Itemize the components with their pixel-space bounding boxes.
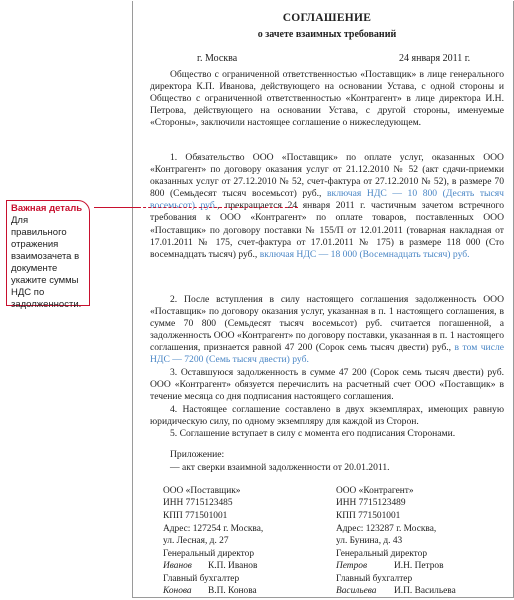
date: 24 января 2011 г. — [399, 53, 471, 64]
left-director-signature: Иванов — [163, 561, 192, 571]
right-accountant-title: Главный бухгалтер — [336, 574, 413, 584]
right-director-name: И.Н. Петров — [394, 561, 444, 571]
vat-highlight-1: включая НДС — 10 800 (Десять тысяч восемьсот) руб. — [150, 188, 504, 212]
intro-paragraph: Общество с ограниченной ответственностью «Поставщик» в лице генерального директора К.П. Иванова, действующего на основании Устава, с одной стороны и Общество с ограниченной ответственностью «Контрагент» в лице директора И.Н. Петрова, действующего на основании Устава, с другой стороны, именуемые «Стороны», заключили настоящее соглашение о нижеследующем. — [150, 69, 504, 129]
city: г. Москва — [197, 53, 238, 64]
document-title: СОГЛАШЕНИЕ — [282, 12, 372, 24]
left-accountant-name: В.П. Конова — [208, 586, 257, 596]
important-note-callout — [6, 200, 90, 310]
attachment-title: Приложение: — [170, 449, 225, 460]
note-text: Для правильного отражения взаимозачета в документе укажите суммы НДС по задолженности. — [11, 215, 82, 310]
paragraph-4: 4. Настоящее соглашение составлено в двух экземплярах, имеющих равную юридическую силу, по одному экземпляру для каждой из Сторон. — [150, 404, 504, 428]
right-party-address-1: Адрес: 123287 г. Москва, — [336, 524, 437, 534]
left-party-inn: ИНН 7715123485 — [163, 498, 233, 508]
right-accountant-name: И.П. Васильева — [394, 586, 456, 596]
right-party-inn: ИНН 7715123489 — [336, 498, 406, 508]
left-party-address-2: ул. Лесная, д. 27 — [163, 536, 229, 546]
right-accountant-signature: Васильева — [336, 586, 377, 596]
paragraph-2 — [150, 294, 504, 367]
left-director-title: Генеральный директор — [163, 549, 255, 559]
paragraph-3: 3. Оставшуюся задолженность в сумме 47 200 (Сорок семь тысяч двести) руб. ООО «Контрагент» обязуется перечислить на расчетный счет ООО «Поставщик» в течение месяца со дня подписания настоящего соглашения. — [150, 367, 504, 403]
note-heading: Важная деталь — [11, 203, 83, 214]
right-party-kpp: КПП 771501001 — [336, 511, 401, 521]
vat-highlight-2: включая НДС — 18 000 (Восемнадцать тысяч) руб. — [259, 248, 470, 260]
right-director-title: Генеральный директор — [336, 549, 428, 559]
left-director-name: К.П. Иванов — [208, 561, 258, 571]
note-leader-dashed — [138, 207, 298, 208]
paragraph-5: 5. Соглашение вступает в силу с момента его подписания Сторонами. — [170, 428, 456, 439]
paragraph-1-part-b: , прекращается 24 января 2011 г. частичным зачетом встречного требования к ООО «Контрагент» по оплате товаров, поставленных ООО «Поставщик» по договору поставки № 155/П от 12.01.2011 (товарная накладная от 17.01.2011 № 175, счет-фактура от 17.01.2011 № 175) в размере 118 000 (Сто восемнадцать тысяч) руб., — [150, 200, 504, 260]
attachment-item: — акт сверки взаимной задолженности от 20.01.2011. — [170, 462, 390, 473]
paragraph-2-text: 2. После вступления в силу настоящего соглашения задолженность ООО «Поставщик» по договору оказания услуг, указанная в п. 1 настоящего соглашения, в сумме 70 800 (Семьдесят тысяч восемьсот) руб. считается погашенной, а задолженность ООО «Контрагент» по договору поставки, указанная в п. 1 настоящего соглашения, признается равной 47 200 (Сорок семь тысяч двести) руб., — [150, 294, 504, 354]
right-director-signature: Петров — [336, 561, 368, 571]
note-leader-line — [94, 207, 138, 208]
right-party-name: ООО «Контрагент» — [336, 486, 414, 496]
left-party-address-1: Адрес: 127254 г. Москва, — [163, 524, 264, 534]
left-accountant-signature: Конова — [163, 586, 192, 596]
document-subtitle: о зачете взаимных требований — [257, 29, 397, 40]
vat-highlight-3: в том числе НДС — 7200 (Семь тысяч двести) руб. — [150, 342, 504, 366]
paragraph-1-part-a: 1. Обязательство ООО «Поставщик» по оплате услуг, оказанных ООО «Контрагент» по договору оказания услуг от 21.12.2010 № 52 (акт сдачи-приемки оказанных услуг от 27.12.2010 № 52, счет-фактура от 27.12.2010 № 52), в размере 70 800 (Семьдесят тысяч восемьсот) руб., — [150, 152, 504, 200]
left-party-kpp: КПП 771501001 — [163, 511, 228, 521]
right-party-address-2: ул. Бунина, д. 43 — [336, 536, 403, 546]
left-party-name: ООО «Поставщик» — [163, 486, 241, 496]
left-accountant-title: Главный бухгалтер — [163, 574, 240, 584]
